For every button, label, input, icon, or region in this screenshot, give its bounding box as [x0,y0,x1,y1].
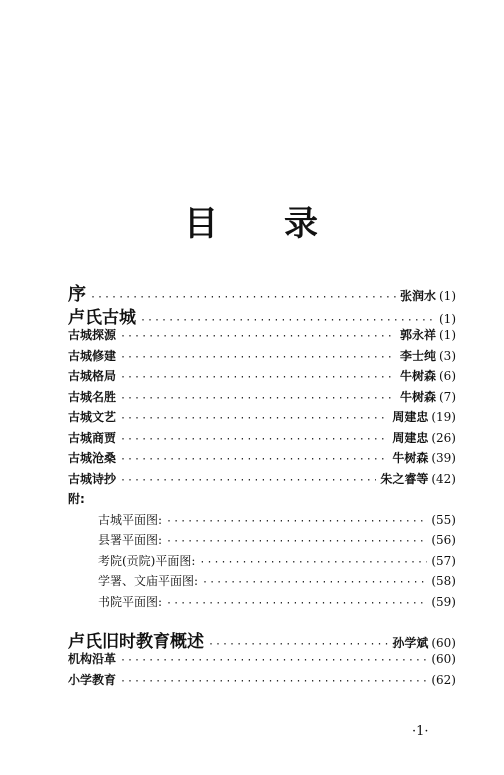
leader-dots [120,393,396,404]
toc-entry-page: (42) [431,471,456,486]
toc-subentry[interactable] [68,531,456,552]
toc-entry[interactable] [68,429,456,450]
toc-subentry-title: 县署平面图: [98,533,163,547]
toc-subentry[interactable] [68,572,456,593]
toc-subentry[interactable] [68,593,456,614]
toc-entry-page: (6) [439,369,456,383]
toc-appendix-label [68,490,456,511]
leader-dots [120,413,388,424]
toc-entry-page: (3) [439,348,456,363]
toc-entry-author: 周建忠 [392,410,429,424]
toc-entry-author: 李士纯 [399,348,436,363]
toc-entry-section[interactable] [68,627,456,650]
page-number: ·1· [412,724,429,739]
toc-entry-page: (62) [431,672,456,687]
toc-entry-author: 牛树森 [399,369,436,383]
toc-entry-title: 小学教育 [68,672,117,687]
toc-entry-page: (60) [431,652,456,666]
toc-entry-title: 古城文艺 [68,410,117,424]
toc-subentry[interactable] [68,511,456,532]
toc-entry-title: 古城诗抄 [68,471,117,486]
toc-entry-title: 古城沧桑 [68,451,117,465]
leader-dots [166,516,427,527]
toc-entry-title: 机构沿革 [68,652,117,666]
toc-entry-author: 朱之睿等 [380,471,429,486]
toc-subentry-title: 书院平面图: [98,594,163,609]
toc-entry-author: 郭永祥 [399,328,436,342]
toc-entry-page: (59) [431,594,456,609]
toc-entry-title: 卢氏古城 [68,308,136,328]
toc-entry[interactable] [68,449,456,470]
toc-entry[interactable] [68,388,456,409]
toc-entry-page: (55) [431,512,456,527]
toc-entry-author: 周建忠 [392,430,429,445]
toc-entry-page: (7) [439,389,456,404]
toc-entry[interactable] [68,326,456,347]
toc-subentry-title: 考院(贡院)平面图: [98,553,196,568]
leader-dots [120,475,376,486]
leader-dots [166,598,427,609]
leader-dots [199,557,427,568]
leader-dots [140,315,435,326]
toc-entry-page: (57) [431,553,456,568]
leader-dots [120,331,396,342]
appendix-label: 附: [68,492,85,506]
page-title [0,196,504,245]
toc-entry-page: (58) [431,574,456,588]
toc-entry[interactable] [68,671,456,692]
toc-entry-title: 古城探源 [68,328,117,342]
leader-dots [120,372,396,383]
toc-entry-author: 孙学斌 [392,636,429,650]
toc-entry[interactable] [68,367,456,388]
toc-entry-author: 张润水 [399,289,436,303]
toc-entry-author: 牛树森 [399,389,436,404]
leader-dots [166,536,427,547]
leader-dots [120,434,388,445]
toc-entry-page: (1) [439,328,456,342]
toc-entry-title: 卢氏旧时教育概述 [68,632,204,652]
toc-subentry-title: 学署、文庙平面图: [98,574,199,588]
toc-entry-page: (39) [431,451,456,465]
leader-dots [120,676,427,687]
toc-entry[interactable] [68,470,456,491]
toc-entry-page: (1) [439,312,456,326]
toc-subentry-title: 古城平面图: [98,512,163,527]
toc-entry-section[interactable] [68,303,456,326]
toc-entry-preface[interactable] [68,280,456,303]
title-char-1: 目 [184,204,220,244]
toc-entry-page: (56) [431,533,456,547]
toc-subentry[interactable] [68,552,456,573]
toc-entry-page: (19) [431,410,456,424]
table-of-contents [68,280,456,691]
leader-dots [120,655,427,666]
toc-entry-title: 古城修建 [68,348,117,363]
toc-entry-page: (26) [431,430,456,445]
leader-dots [120,454,388,465]
toc-entry-page: (1) [439,289,456,303]
leader-dots [208,639,388,650]
leader-dots [90,292,396,303]
toc-entry[interactable] [68,347,456,368]
section-spacer [68,613,456,627]
toc-entry-title: 序 [68,284,86,305]
toc-entry-author: 牛树森 [392,451,429,465]
toc-entry[interactable] [68,408,456,429]
title-char-2: 录 [284,204,320,244]
leader-dots [120,352,396,363]
toc-entry[interactable] [68,650,456,671]
leader-dots [202,577,427,588]
toc-entry-title: 古城名胜 [68,389,117,404]
toc-entry-page: (60) [431,636,456,650]
toc-entry-title: 古城格局 [68,369,117,383]
toc-entry-title: 古城商贾 [68,430,117,445]
